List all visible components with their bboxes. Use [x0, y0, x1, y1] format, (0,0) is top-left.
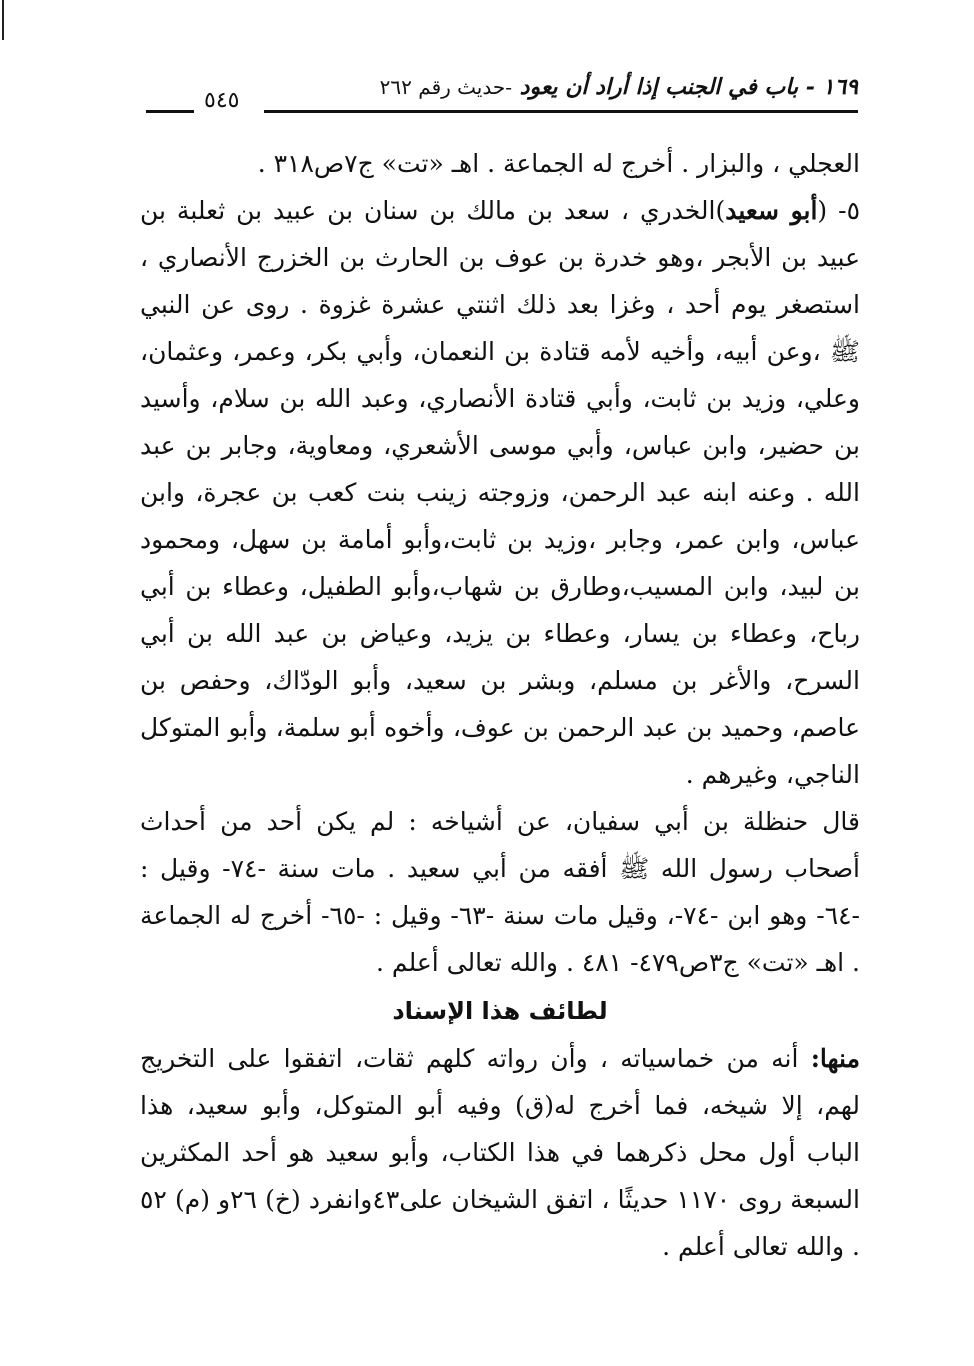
section-label: منها:	[810, 1044, 860, 1073]
paragraph-2	[140, 187, 860, 798]
section-paragraph	[140, 1035, 860, 1270]
page-header	[146, 74, 858, 116]
paragraph-3: قال حنظلة بن أبي سفيان، عن أشياخه : لم يكن أحد من أحداث أصحاب رسول الله ﷺ أفقه من أبي سعيد . مات سنة -٧٤- وقيل : -٦٤- وهو ابن -٧٤-، وقيل مات سنة -٦٣- وقيل : -٦٥- أخرج له الجماعة . اهـ «تت» ج٣ص٤٧٩- ٤٨١ . والله تعالى أعلم .	[140, 807, 860, 977]
page-body	[140, 140, 860, 1270]
narrator-number: ٥- (	[817, 196, 860, 225]
narrator-name: أبو سعيد	[725, 196, 818, 225]
page-number: ٥٤٥	[204, 88, 240, 113]
page-edge-mark	[2, 0, 4, 40]
chapter-title-text: ١٦٩ - باب في الجنب إذا أراد أن يعود	[519, 74, 858, 100]
chapter-title	[380, 74, 858, 100]
hadith-reference: -حديث رقم ٢٦٢	[379, 75, 512, 99]
section-heading: لطائف هذا الإسناد	[392, 997, 608, 1025]
paragraph-1: العجلي ، والبزار . أخرج له الجماعة . اهـ «تت» ج٧ص٣١٨ .	[257, 149, 860, 178]
section-text: أنه من خماسياته ، وأن رواته كلهم ثقات، اتفقوا على التخريج لهم، إلا شيخه، فما أخرج له(ق) وفيه أبو المتوكل، وأبو سعيد، هذا الباب أول محل ذكرهما في هذا الكتاب، وأبو سعيد هو أحد المكثرين السبعة روى ١١٧٠ حديثًا ، اتفق الشيخان على٤٣وانفرد (خ) ٢٦و (م) ٥٢ . والله تعالى أعلم .	[140, 1044, 860, 1261]
narrator-biography: )الخدري ، سعد بن مالك بن سنان بن عبيد بن ثعلبة بن عبيد بن الأبجر ،وهو خدرة بن عوف بن الحارث بن الخزرج الأنصاري ، استصغر يوم أحد ، وغزا بعد ذلك اثنتي عشرة غزوة . روى عن النبي ﷺ ،وعن أبيه، وأخيه لأمه قتادة بن النعمان، وأبي بكر، وعمر، وعثمان، وعلي، وزيد بن ثابت، وأبي قتادة الأنصاري، وعبد الله بن سلام، وأسيد بن حضير، وابن عباس، وأبي موسى الأشعري، ومعاوية، وجابر بن عبد الله . وعنه ابنه عبد الرحمن، وزوجته زينب بنت كعب بن عجرة، وابن عباس، وابن عمر، وجابر ،وزيد بن ثابت،وأبو أمامة بن سهل، ومحمود بن لبيد، وابن المسيب،وطارق بن شهاب،وأبو الطفيل، وعطاء بن أبي رباح، وعطاء بن يسار، وعطاء بن يزيد، وعياض بن عبد الله بن أبي السرح، والأغر بن مسلم، وبشر بن سعيد، وأبو الودّاك، وحفص بن عاصم، وحميد بن عبد الرحمن بن عوف، وأخوه أبو سلمة، وأبو المتوكل الناجي، وغيرهم .	[140, 196, 860, 789]
